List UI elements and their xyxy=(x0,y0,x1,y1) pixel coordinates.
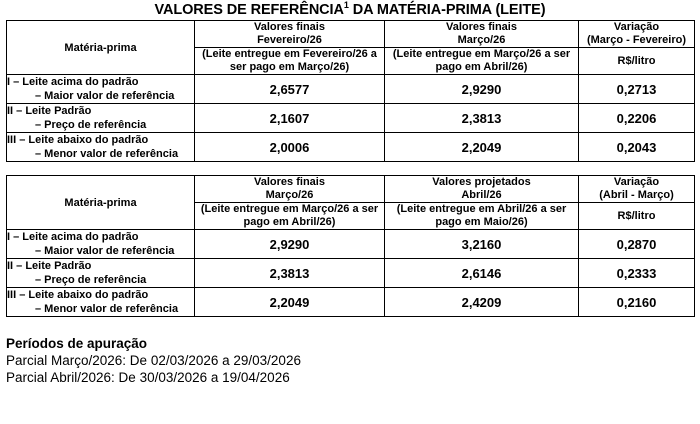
row-label-line2: – Menor valor de referência xyxy=(35,148,179,160)
header-materia-prima: Matéria-prima xyxy=(7,176,195,230)
row-value-col2: 2,1607 xyxy=(195,104,385,133)
row-value-col4: 0,2870 xyxy=(579,230,695,259)
header-col4-unit: R$/litro xyxy=(579,203,695,230)
row-label xyxy=(7,133,195,162)
header-col2-line1: Valores finais xyxy=(254,176,325,188)
page-title-text-before: VALORES DE REFERÊNCIA xyxy=(154,2,344,18)
row-label-line1: III – Leite abaixo do padrão xyxy=(7,134,149,146)
row-value-col3: 2,9290 xyxy=(385,75,579,104)
periods-footer-line-1: Parcial Março/2026: De 02/03/2026 a 29/03/2026 xyxy=(6,353,301,368)
row-value-col4: 0,2206 xyxy=(579,104,695,133)
row-label xyxy=(7,230,195,259)
row-value-col3: 3,2160 xyxy=(385,230,579,259)
table-row xyxy=(7,75,695,104)
header-col2-title xyxy=(195,21,385,48)
header-col4-line1: Variação xyxy=(613,176,660,188)
row-label xyxy=(7,75,195,104)
row-value-col2: 2,3813 xyxy=(195,259,385,288)
table-separator-gap xyxy=(0,162,700,175)
page-title-text-after: DA MATÉRIA-PRIMA (LEITE) xyxy=(348,2,546,18)
row-value-col4: 0,2333 xyxy=(579,259,695,288)
page-title-footnote-marker: 1 xyxy=(343,0,349,11)
row-label-line2: – Preço de referência xyxy=(35,274,147,286)
header-col4-unit: R$/litro xyxy=(579,48,695,75)
row-value-col4: 0,2713 xyxy=(579,75,695,104)
header-materia-prima: Matéria-prima xyxy=(7,21,195,75)
row-value-col2: 2,2049 xyxy=(195,288,385,317)
header-col3-line1: Valores finais xyxy=(446,21,517,33)
row-label-line1: I – Leite acima do padrão xyxy=(7,76,139,88)
header-col3-subtitle: (Leite entregue em Março/26 a ser pago em Abril/26) xyxy=(385,48,579,75)
row-value-col4: 0,2160 xyxy=(579,288,695,317)
header-col2-line1: Valores finais xyxy=(254,21,325,33)
row-label xyxy=(7,104,195,133)
row-label-line2: – Maior valor de referência xyxy=(35,245,175,257)
row-label xyxy=(7,288,195,317)
table-row xyxy=(7,230,695,259)
table-row xyxy=(7,133,695,162)
header-col2-subtitle: (Leite entregue em Março/26 a ser pago em Abril/26) xyxy=(195,203,385,230)
header-col2-subtitle: (Leite entregue em Fevereiro/26 a ser pago em Março/26) xyxy=(195,48,385,75)
header-col3-line2: Março/26 xyxy=(457,34,506,46)
table-header-row-top xyxy=(7,21,695,48)
row-value-col2: 2,0006 xyxy=(195,133,385,162)
row-value-col2: 2,9290 xyxy=(195,230,385,259)
header-col2-line2: Março/26 xyxy=(265,189,314,201)
table-row xyxy=(7,104,695,133)
row-label-line2: – Menor valor de referência xyxy=(35,303,179,315)
header-col4-line2: (Março - Fevereiro) xyxy=(586,34,687,46)
header-col3-subtitle: (Leite entregue em Abril/26 a ser pago em Maio/26) xyxy=(385,203,579,230)
row-value-col3: 2,2049 xyxy=(385,133,579,162)
row-label-line1: I – Leite acima do padrão xyxy=(7,231,139,243)
row-value-col3: 2,3813 xyxy=(385,104,579,133)
header-col4-title xyxy=(579,176,695,203)
table-header-row-top xyxy=(7,176,695,203)
header-col4-title xyxy=(579,21,695,48)
table-row xyxy=(7,259,695,288)
row-value-col4: 0,2043 xyxy=(579,133,695,162)
row-label-line1: II – Leite Padrão xyxy=(7,105,92,117)
page-title xyxy=(0,0,700,20)
row-label-line1: II – Leite Padrão xyxy=(7,260,92,272)
table-row xyxy=(7,288,695,317)
reference-values-table-2 xyxy=(6,175,695,317)
header-col2-line2: Fevereiro/26 xyxy=(257,34,322,46)
row-value-col3: 2,4209 xyxy=(385,288,579,317)
header-col3-title xyxy=(385,21,579,48)
row-label xyxy=(7,259,195,288)
header-col3-title xyxy=(385,176,579,203)
reference-values-table-1 xyxy=(6,20,695,162)
header-col4-line1: Variação xyxy=(613,21,660,33)
periods-footer xyxy=(6,335,700,386)
row-label-line2: – Maior valor de referência xyxy=(35,90,175,102)
row-value-col2: 2,6577 xyxy=(195,75,385,104)
header-col4-line2: (Abril - Março) xyxy=(599,189,674,201)
row-label-line1: III – Leite abaixo do padrão xyxy=(7,289,149,301)
periods-footer-heading: Períodos de apuração xyxy=(6,336,148,351)
periods-footer-line-2: Parcial Abril/2026: De 30/03/2026 a 19/04/2026 xyxy=(6,370,290,385)
header-col3-line1: Valores projetados xyxy=(432,176,531,188)
row-value-col3: 2,6146 xyxy=(385,259,579,288)
header-col2-title xyxy=(195,176,385,203)
row-label-line2: – Preço de referência xyxy=(35,119,147,131)
header-col3-line2: Abril/26 xyxy=(461,189,502,201)
